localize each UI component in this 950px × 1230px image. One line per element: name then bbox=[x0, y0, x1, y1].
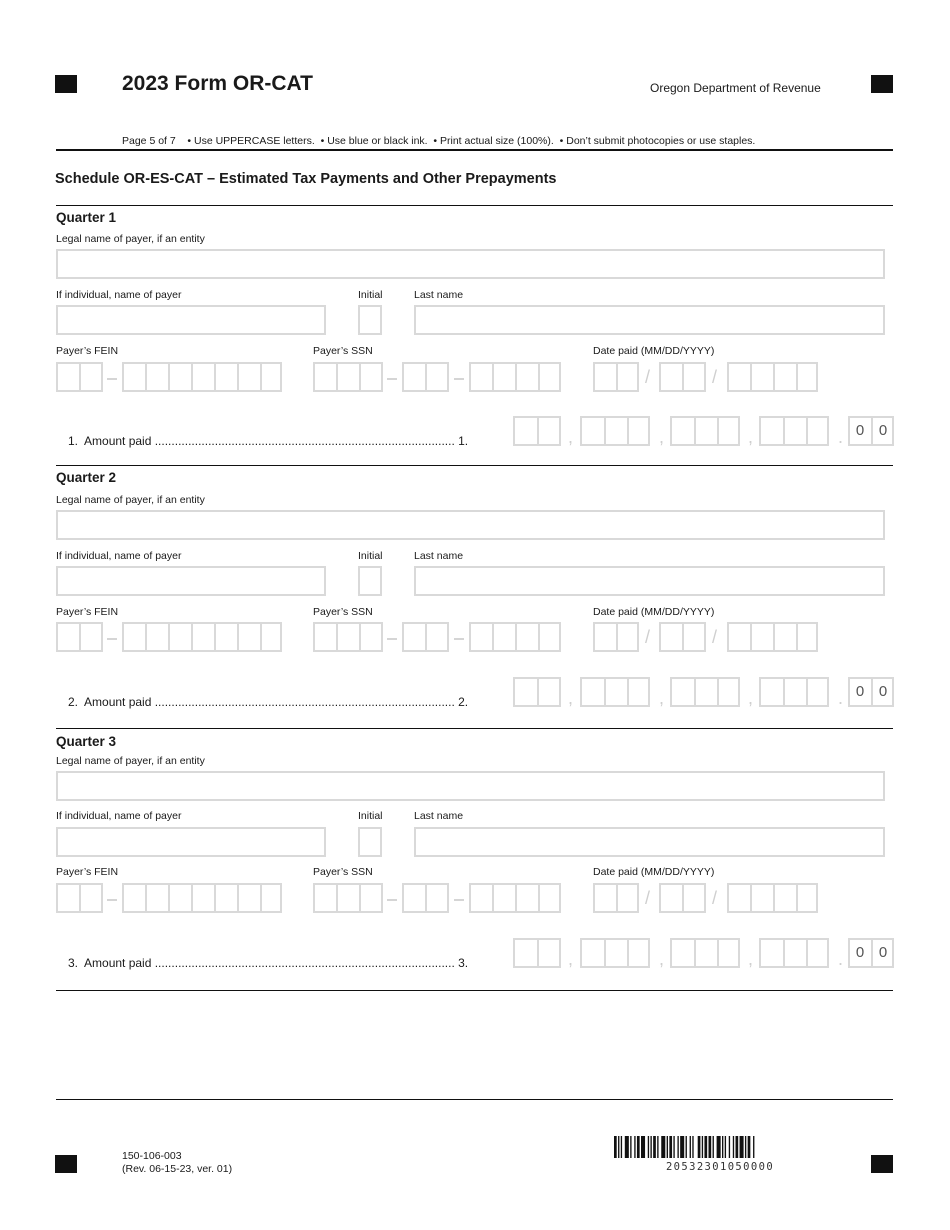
ssn-input-area[interactable] bbox=[313, 362, 383, 392]
section-rule bbox=[56, 465, 893, 466]
barcode-bar bbox=[745, 1136, 746, 1158]
ssn-dash bbox=[387, 899, 397, 901]
registration-mark bbox=[55, 1155, 77, 1173]
barcode-bar bbox=[661, 1136, 665, 1158]
instructions-text: • Use UPPERCASE letters. • Use blue or black ink. • Print actual size (100%). • Don’t submit photocopies or use staples. bbox=[187, 135, 756, 147]
barcode-bar bbox=[673, 1136, 674, 1158]
ssn-dash bbox=[454, 899, 464, 901]
legal-name-label: Legal name of payer, if an entity bbox=[56, 233, 205, 245]
barcode-bar bbox=[653, 1136, 656, 1158]
barcode-bar bbox=[669, 1136, 672, 1158]
ssn-dash bbox=[387, 378, 397, 380]
date-slash: / bbox=[645, 627, 651, 647]
last-name-label: Last name bbox=[414, 550, 464, 562]
ssn-input-serial[interactable] bbox=[469, 362, 561, 392]
barcode-bar bbox=[729, 1136, 730, 1158]
legal-name-input[interactable] bbox=[56, 771, 885, 801]
date-slash: / bbox=[645, 367, 651, 387]
initial-input[interactable] bbox=[358, 566, 382, 596]
header-rule bbox=[56, 149, 893, 151]
page-number: Page 5 of 7 bbox=[122, 135, 176, 147]
amount-input-group[interactable] bbox=[513, 416, 561, 446]
date-day-input[interactable] bbox=[659, 883, 706, 913]
date-year-input[interactable] bbox=[727, 883, 818, 913]
legal-name-input[interactable] bbox=[56, 510, 885, 540]
amount-decimal: . bbox=[838, 427, 844, 447]
initial-label: Initial bbox=[358, 289, 383, 301]
barcode-bar bbox=[630, 1136, 631, 1158]
barcode-bar bbox=[648, 1136, 649, 1158]
section-rule bbox=[56, 205, 893, 206]
quarter-title: Quarter 3 bbox=[56, 734, 117, 749]
date-year-input[interactable] bbox=[727, 622, 818, 652]
amount-comma: , bbox=[568, 427, 574, 447]
amount-paid-label: 1. Amount paid .......................................................................................... 1. bbox=[68, 434, 469, 448]
barcode-bar bbox=[748, 1136, 751, 1158]
ssn-input-serial[interactable] bbox=[469, 883, 561, 913]
individual-name-input[interactable] bbox=[56, 566, 326, 596]
fein-input-prefix[interactable] bbox=[56, 362, 103, 392]
barcode-bar bbox=[677, 1136, 678, 1158]
individual-name-label: If individual, name of payer bbox=[56, 550, 182, 562]
ssn-label: Payer’s SSN bbox=[313, 606, 373, 618]
ssn-dash bbox=[454, 378, 464, 380]
ssn-input-area[interactable] bbox=[313, 883, 383, 913]
initial-input[interactable] bbox=[358, 305, 382, 335]
barcode-bar bbox=[625, 1136, 629, 1158]
last-name-label: Last name bbox=[414, 810, 464, 822]
individual-name-input[interactable] bbox=[56, 827, 326, 857]
amount-comma: , bbox=[748, 688, 754, 708]
form-number bbox=[122, 1150, 232, 1176]
amount-input-group[interactable] bbox=[580, 938, 650, 968]
fein-dash bbox=[107, 378, 117, 380]
date-slash: / bbox=[645, 888, 651, 908]
last-name-input[interactable] bbox=[414, 827, 885, 857]
barcode-bar bbox=[736, 1136, 739, 1158]
amount-input-group[interactable] bbox=[513, 938, 561, 968]
date-year-input[interactable] bbox=[727, 362, 818, 392]
barcode-bar bbox=[690, 1136, 691, 1158]
fein-dash bbox=[107, 638, 117, 640]
quarter-title: Quarter 1 bbox=[56, 210, 117, 225]
date-month-input[interactable] bbox=[593, 883, 639, 913]
amount-input-group[interactable] bbox=[580, 416, 650, 446]
last-name-input[interactable] bbox=[414, 305, 885, 335]
last-name-input[interactable] bbox=[414, 566, 885, 596]
cents-digit: 0 bbox=[855, 422, 865, 439]
fein-input-suffix[interactable] bbox=[122, 622, 282, 652]
legal-name-label: Legal name of payer, if an entity bbox=[56, 494, 205, 506]
amount-input-group[interactable] bbox=[759, 416, 829, 446]
amount-decimal: . bbox=[838, 688, 844, 708]
ssn-dash bbox=[454, 638, 464, 640]
date-day-input[interactable] bbox=[659, 362, 706, 392]
barcode-bar bbox=[713, 1136, 714, 1158]
cents-digit: 0 bbox=[855, 944, 865, 961]
ssn-label: Payer’s SSN bbox=[313, 866, 373, 878]
cents-digit: 0 bbox=[878, 422, 888, 439]
barcode bbox=[614, 1136, 826, 1158]
registration-mark bbox=[871, 1155, 893, 1173]
initial-label: Initial bbox=[358, 550, 383, 562]
fein-label: Payer’s FEIN bbox=[56, 606, 119, 618]
amount-input-group[interactable] bbox=[513, 677, 561, 707]
registration-mark bbox=[55, 75, 77, 93]
amount-comma: , bbox=[568, 949, 574, 969]
amount-input-group[interactable] bbox=[670, 677, 740, 707]
instructions-line bbox=[122, 135, 755, 147]
ssn-input-group[interactable] bbox=[402, 362, 449, 392]
barcode-bar bbox=[704, 1136, 707, 1158]
barcode-bar bbox=[641, 1136, 645, 1158]
barcode-bar bbox=[740, 1136, 744, 1158]
cents-digit: 0 bbox=[878, 944, 888, 961]
amount-paid-label: 3. Amount paid .......................................................................................... 3. bbox=[68, 956, 469, 970]
barcode-bar bbox=[634, 1136, 635, 1158]
barcode-bar bbox=[733, 1136, 734, 1158]
last-name-label: Last name bbox=[414, 289, 464, 301]
form-number-text: 150-106-003 bbox=[122, 1150, 182, 1162]
date-paid-label: Date paid (MM/DD/YYYY) bbox=[593, 345, 715, 357]
fein-input-prefix[interactable] bbox=[56, 622, 103, 652]
barcode-bar bbox=[657, 1136, 658, 1158]
barcode-bar bbox=[692, 1136, 693, 1158]
amount-input-group[interactable] bbox=[670, 416, 740, 446]
amount-paid-label: 2. Amount paid .......................................................................................... 2. bbox=[68, 695, 469, 709]
section-rule bbox=[56, 990, 893, 991]
cents-digit: 0 bbox=[855, 683, 865, 700]
fein-label: Payer’s FEIN bbox=[56, 345, 119, 357]
fein-dash bbox=[107, 899, 117, 901]
barcode-bar bbox=[621, 1136, 622, 1158]
form-revision: (Rev. 06-15-23, ver. 01) bbox=[122, 1163, 233, 1175]
amount-decimal: . bbox=[838, 949, 844, 969]
barcode-bar bbox=[709, 1136, 712, 1158]
barcode-bar bbox=[614, 1136, 617, 1158]
registration-mark bbox=[871, 75, 893, 93]
ssn-input-group[interactable] bbox=[402, 622, 449, 652]
date-slash: / bbox=[712, 888, 718, 908]
barcode-bar bbox=[698, 1136, 701, 1158]
form-title: 2023 Form OR-CAT bbox=[122, 72, 313, 95]
barcode-bar bbox=[686, 1136, 687, 1158]
amount-comma: , bbox=[568, 688, 574, 708]
initial-label: Initial bbox=[358, 810, 383, 822]
date-slash: / bbox=[712, 367, 718, 387]
legal-name-label: Legal name of payer, if an entity bbox=[56, 755, 205, 767]
amount-comma: , bbox=[748, 949, 754, 969]
amount-comma: , bbox=[659, 949, 665, 969]
fein-input-suffix[interactable] bbox=[122, 362, 282, 392]
amount-comma: , bbox=[748, 427, 754, 447]
section-rule bbox=[56, 728, 893, 729]
amount-comma: , bbox=[659, 688, 665, 708]
barcode-bar bbox=[680, 1136, 684, 1158]
barcode-number: 20532301050000 bbox=[665, 1161, 775, 1173]
fein-input-suffix[interactable] bbox=[122, 883, 282, 913]
barcode-bar bbox=[667, 1136, 668, 1158]
barcode-bar bbox=[650, 1136, 651, 1158]
amount-input-group[interactable] bbox=[759, 938, 829, 968]
date-paid-label: Date paid (MM/DD/YYYY) bbox=[593, 866, 715, 878]
cents-digit: 0 bbox=[878, 683, 888, 700]
barcode-bar bbox=[637, 1136, 640, 1158]
initial-input[interactable] bbox=[358, 827, 382, 857]
fein-label: Payer’s FEIN bbox=[56, 866, 119, 878]
fein-input-prefix[interactable] bbox=[56, 883, 103, 913]
date-month-input[interactable] bbox=[593, 362, 639, 392]
quarter-title: Quarter 2 bbox=[56, 470, 117, 485]
date-month-input[interactable] bbox=[593, 622, 639, 652]
ssn-input-serial[interactable] bbox=[469, 622, 561, 652]
individual-name-label: If individual, name of payer bbox=[56, 810, 182, 822]
barcode-bar bbox=[725, 1136, 726, 1158]
individual-name-input[interactable] bbox=[56, 305, 326, 335]
ssn-dash bbox=[387, 638, 397, 640]
amount-comma: , bbox=[659, 427, 665, 447]
amount-input-group[interactable] bbox=[670, 938, 740, 968]
legal-name-input[interactable] bbox=[56, 249, 885, 279]
barcode-bar bbox=[722, 1136, 723, 1158]
department-name: Oregon Department of Revenue bbox=[650, 81, 821, 95]
barcode-bar bbox=[702, 1136, 703, 1158]
ssn-label: Payer’s SSN bbox=[313, 345, 373, 357]
date-slash: / bbox=[712, 627, 718, 647]
date-day-input[interactable] bbox=[659, 622, 706, 652]
schedule-title: Schedule OR-ES-CAT – Estimated Tax Payments and Other Prepayments bbox=[55, 171, 557, 187]
amount-input-group[interactable] bbox=[580, 677, 650, 707]
barcode-bar bbox=[753, 1136, 754, 1158]
barcode-bar bbox=[618, 1136, 619, 1158]
date-paid-label: Date paid (MM/DD/YYYY) bbox=[593, 606, 715, 618]
barcode-bar bbox=[717, 1136, 721, 1158]
ssn-input-area[interactable] bbox=[313, 622, 383, 652]
amount-input-group[interactable] bbox=[759, 677, 829, 707]
ssn-input-group[interactable] bbox=[402, 883, 449, 913]
individual-name-label: If individual, name of payer bbox=[56, 289, 182, 301]
footer-rule bbox=[56, 1099, 893, 1100]
